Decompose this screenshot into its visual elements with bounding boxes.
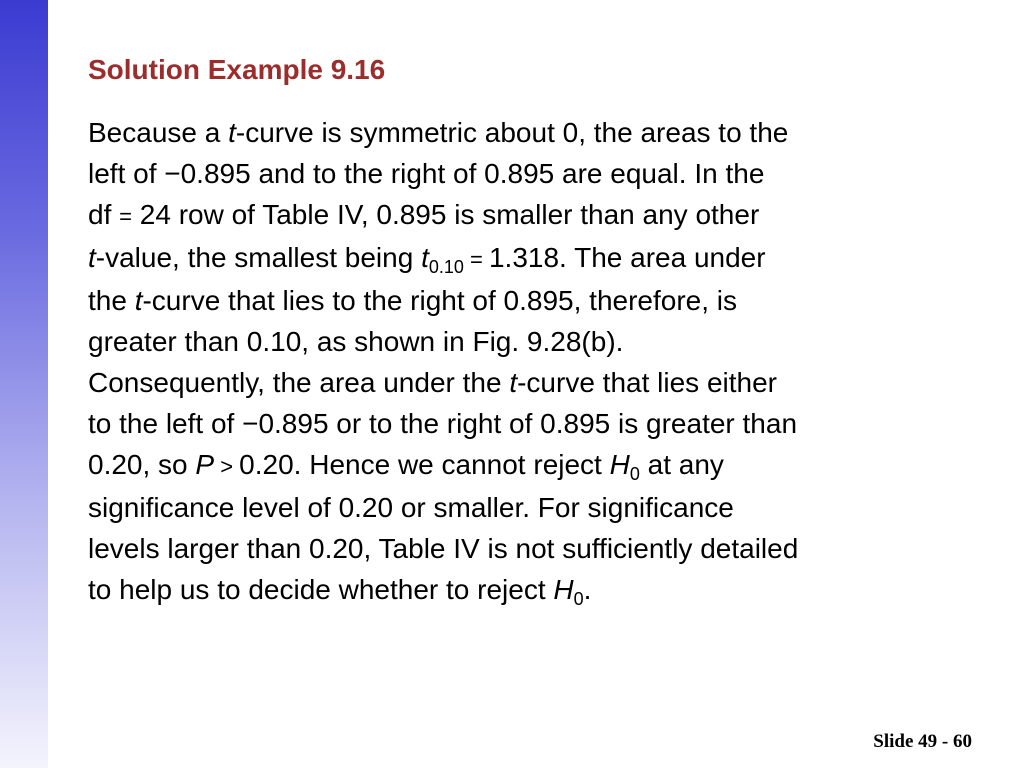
equals-sign: = bbox=[463, 247, 489, 272]
math-t: t bbox=[421, 242, 429, 273]
math-t: t bbox=[509, 367, 518, 398]
side-gradient-bar bbox=[0, 0, 48, 768]
text-run: to the left of −0.895 or to the right of 0.895 is greater than bbox=[88, 408, 798, 439]
paragraph-line bbox=[88, 321, 988, 362]
text-run: the bbox=[88, 285, 135, 316]
subscript: 0.10 bbox=[428, 257, 464, 277]
math-t: t bbox=[88, 242, 96, 273]
text-run: left of −0.895 and to the right of 0.895 are equal. In the bbox=[88, 158, 765, 189]
paragraph-line bbox=[88, 444, 988, 487]
text-run: significance level of 0.20 or smaller. For significance bbox=[88, 492, 734, 523]
paragraph-line bbox=[88, 194, 988, 237]
paragraph-line bbox=[88, 362, 988, 403]
text-run: . bbox=[583, 574, 592, 605]
text-run: 1.318. The area under bbox=[488, 242, 766, 273]
text-run: to help us to decide whether to reject bbox=[88, 574, 554, 605]
text-run: -curve that lies to the right of 0.895, therefore, is bbox=[142, 285, 738, 316]
math-h: H bbox=[609, 449, 630, 480]
slide-title: Solution Example 9.16 bbox=[88, 54, 386, 85]
text-run: greater than 0.10, as shown in Fig. 9.28(b). bbox=[88, 326, 624, 357]
paragraph-line bbox=[88, 112, 988, 153]
math-t: t bbox=[228, 117, 236, 148]
paragraph-line bbox=[88, 569, 988, 610]
paragraph-line bbox=[88, 487, 988, 528]
text-run: 0.20, so bbox=[88, 449, 196, 480]
text-run: 0.20. Hence we cannot reject bbox=[239, 449, 610, 480]
text-run: at any bbox=[639, 449, 724, 480]
text-run: levels larger than 0.20, Table IV is not sufficiently detailed bbox=[88, 533, 799, 564]
text-run: -curve is symmetric about 0, the areas to the bbox=[235, 117, 789, 148]
subscript: 0 bbox=[573, 589, 584, 609]
math-t: t bbox=[134, 285, 143, 316]
math-p: P bbox=[195, 449, 215, 480]
paragraph-line bbox=[88, 237, 988, 280]
text-run: -curve that lies either bbox=[517, 367, 777, 398]
paragraph-line bbox=[88, 280, 988, 321]
slide-number: Slide 49 - 60 bbox=[873, 731, 972, 752]
paragraph-line bbox=[88, 403, 988, 444]
greater-than-sign: > bbox=[214, 454, 240, 479]
text-run: -value, the smallest being bbox=[95, 242, 422, 273]
text-run: df bbox=[88, 199, 120, 230]
text-run: Because a bbox=[88, 117, 229, 148]
text-run: 24 row of Table IV, 0.895 is smaller than any other bbox=[132, 199, 760, 230]
solution-paragraph bbox=[88, 112, 988, 610]
subscript: 0 bbox=[629, 464, 640, 484]
paragraph-line bbox=[88, 153, 988, 194]
math-h: H bbox=[553, 574, 574, 605]
text-run: Consequently, the area under the bbox=[88, 367, 510, 398]
paragraph-line bbox=[88, 528, 988, 569]
equals-sign: = bbox=[119, 204, 132, 229]
